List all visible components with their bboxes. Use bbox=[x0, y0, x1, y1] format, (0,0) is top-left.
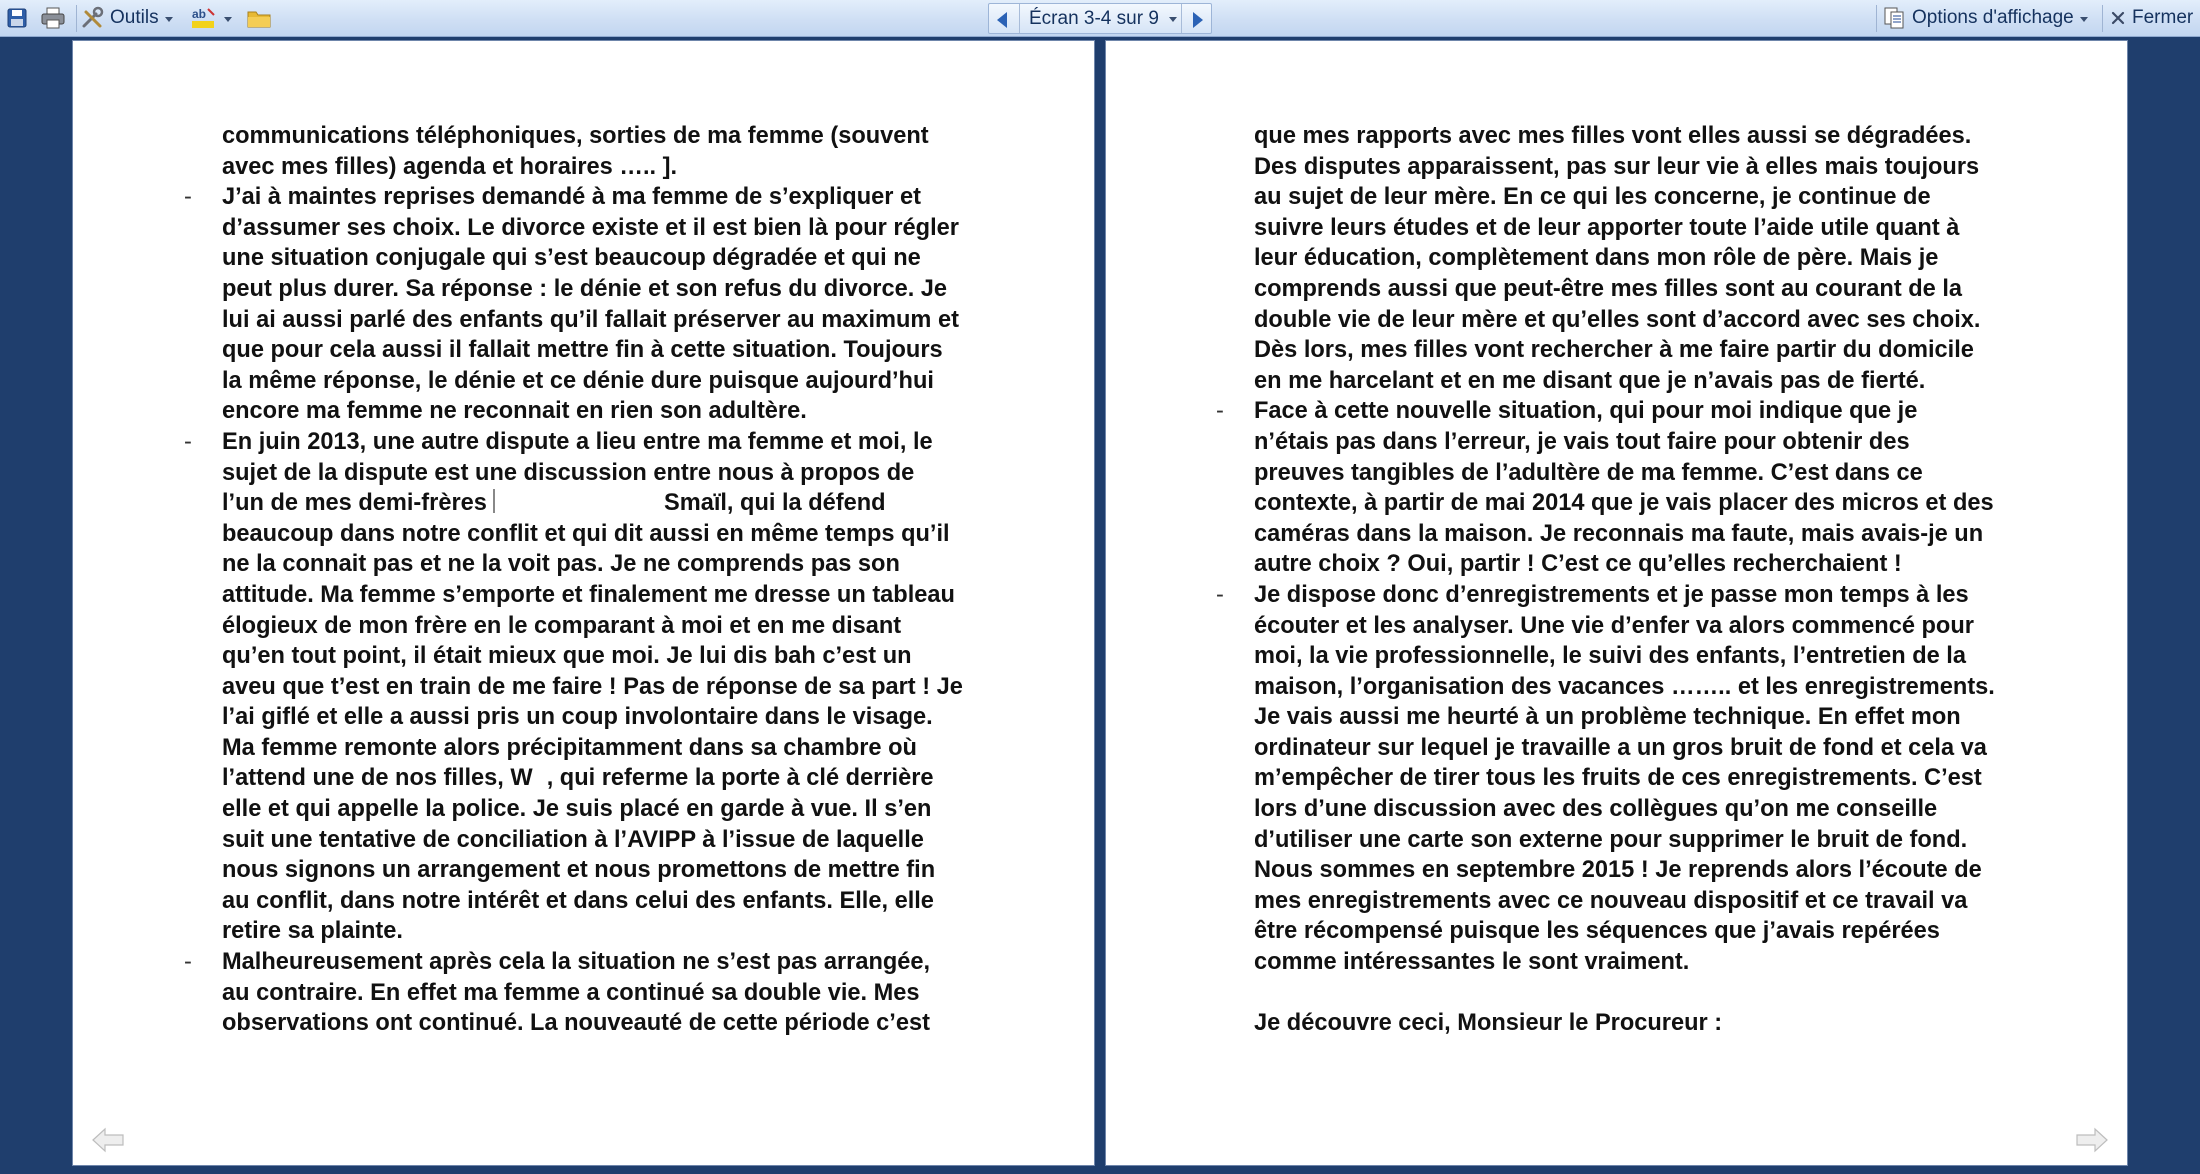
page-right-text bbox=[1254, 121, 2084, 1039]
paragraph: communications téléphoniques, sorties de ma femme (souvent avec mes filles) agenda et horaires ….. ]. bbox=[222, 123, 929, 180]
print-icon bbox=[40, 6, 66, 30]
previous-page-arrow-icon[interactable] bbox=[91, 1127, 125, 1153]
print-button[interactable] bbox=[40, 3, 72, 33]
spelling-icon bbox=[190, 5, 218, 31]
folder-button[interactable] bbox=[246, 3, 278, 33]
paragraph: Je découvre ceci, Monsieur le Procureur : bbox=[1254, 1010, 1723, 1037]
close-button[interactable] bbox=[2110, 3, 2196, 33]
bullet-paragraph bbox=[222, 427, 1052, 947]
screen-selector[interactable] bbox=[1029, 4, 1177, 33]
paragraph-text: , qui referme la porte à clé derrière elle et qui appelle la police. Je suis placé en garde à vue. Il s’en suit une tentative de conciliation à l’AVIPP à l’issue de laquelle nous signons un arrangement et nous promettons de mettre fin au conflit, dans notre intérêt et dans celui des enfants. Elle, elle retire sa plainte. bbox=[222, 765, 936, 945]
tools-icon bbox=[80, 6, 106, 30]
paragraph-text: En juin 2013, une autre dispute a lieu entre ma femme et moi, le sujet de la dispute est une discussion entre nous à propos de l’un de mes demi-frères bbox=[222, 428, 933, 517]
svg-text:ab: ab bbox=[192, 7, 207, 21]
bullet-paragraph: - Je dispose donc d’enregistrements et je passe mon temps à les écouter et les analyser. Une vie d’enfer va alors commencé pour moi, la vie professionnelle, le suivi des enfants, l’entretien de la maison, l’organisation des vacances …….. et les enregistrements. Je vais aussi me heurté à un problème technique. En effet mon ordinateur sur lequel je travaille a un gros bruit de fond et cela va m’empêcher de tirer tous les fruits de ces enregistrements. C’est lors d’une discussion avec des collègues qu’on me conseille d’utiliser une carte son externe pour supprimer le bruit de fond. Nous sommes en septembre 2015 ! Je reprends alors l’écoute de mes enregistrements avec ce nouveau dispositif et ce travail va être récompensé puisque les séquences que j’avais repérées comme intéressantes le sont vraiment. bbox=[1254, 580, 2084, 978]
view-options-label: Options d'affichage bbox=[1912, 7, 2074, 28]
tools-menu-button[interactable] bbox=[80, 3, 180, 33]
reading-toolbar bbox=[0, 0, 2200, 37]
chevron-down-icon bbox=[224, 17, 232, 22]
page-left-text bbox=[222, 121, 1052, 1039]
close-label: Fermer bbox=[2132, 7, 2194, 28]
bullet-paragraph: - Malheureusement après cela la situation ne s’est pas arrangée, au contraire. En effet ma femme a continué sa double vie. Mes observations ont continué. La nouveauté de cette période c’est bbox=[222, 947, 1052, 1039]
redaction-box bbox=[533, 764, 547, 788]
next-page-arrow-icon[interactable] bbox=[2075, 1127, 2109, 1153]
previous-screen-icon[interactable] bbox=[997, 12, 1007, 28]
chevron-down-icon bbox=[165, 17, 173, 22]
view-options-button[interactable] bbox=[1882, 3, 2100, 33]
save-icon bbox=[6, 7, 28, 29]
toolbar-separator bbox=[2102, 5, 2103, 32]
view-options-icon bbox=[1882, 6, 1908, 30]
blank-line bbox=[1254, 978, 2084, 1009]
folder-icon bbox=[246, 7, 272, 29]
tools-menu-label: Outils bbox=[110, 7, 159, 28]
page-right bbox=[1105, 40, 2128, 1166]
next-screen-icon[interactable] bbox=[1193, 12, 1203, 28]
close-icon bbox=[2110, 10, 2126, 26]
spelling-button[interactable] bbox=[190, 3, 236, 33]
bullet-paragraph: - J’ai à maintes reprises demandé à ma femme de s’expliquer et d’assumer ses choix. Le divorce existe et il est bien là pour régler une situation conjugale qui s’est beaucoup dégradée et qui ne peut plus durer. Sa réponse : le dénie et son refus du divorce. Je lui ai aussi parlé des enfants qu’il fallait préserver au maximum et que pour cela aussi il fallait mettre fin à cette situation. Toujours la même réponse, le dénie et ce dénie dure puisque aujourd’hui encore ma femme ne reconnait en rien son adultère. bbox=[222, 182, 1052, 427]
paragraph-text: Smaïl, qui la défend beaucoup dans notre conflit et qui dit aussi en même temps qu’il ne la connait pas et ne la voit pas. Je ne comprends pas son attitude. Ma femme s’emporte et finalement me dresse un tableau élogieux de mon frère en le comparant à moi et en me disant qu’en tout point, il était mieux que moi. Je lui dis bah c’est un aveu que t’est en train de me faire ! Pas de réponse de sa part ! Je l’ai giflé et elle a aussi pris un coup involontaire dans le visage. Ma femme remonte alors précipitamment dans sa chambre où l’attend une de nos filles, W bbox=[222, 490, 963, 792]
save-button[interactable] bbox=[6, 3, 36, 33]
bullet-paragraph: - Face à cette nouvelle situation, qui pour moi indique que je n’étais pas dans l’erreur, je vais tout faire pour obtenir des preuves tangibles de l’adultère de ma femme. C’est dans ce contexte, à partir de mai 2014 que je vais placer des micros et des caméras dans la maison. Je reconnais ma faute, mais avais-je un autre choix ? Oui, partir ! C’est ce qu’elles recherchaient ! bbox=[1254, 396, 2084, 580]
toolbar-separator bbox=[76, 5, 77, 32]
page-left bbox=[72, 40, 1095, 1166]
chevron-down-icon bbox=[2080, 17, 2088, 22]
redaction-box bbox=[493, 489, 657, 513]
chevron-down-icon bbox=[1169, 17, 1177, 22]
nav-divider bbox=[1019, 4, 1020, 33]
screen-navigator bbox=[988, 3, 1212, 34]
screen-indicator: Écran 3-4 sur 9 bbox=[1029, 7, 1159, 29]
toolbar-separator bbox=[1876, 5, 1877, 32]
paragraph: que mes rapports avec mes filles vont elles aussi se dégradées. Des disputes apparaissent, pas sur leur vie à elles mais toujours au sujet de leur mère. En ce qui les concerne, je continue de suivre leurs études et de leur apporter toute l’aide utile quant à leur éducation, complètement dans mon rôle de père. Mais je comprends aussi que peut-être mes filles sont au courant de la double vie de leur mère et qu’elles sont d’accord avec ses choix. Dès lors, mes filles vont rechercher à me faire partir du domicile en me harcelant et en me disant que je n’avais pas de fierté. bbox=[1254, 123, 1981, 394]
nav-divider bbox=[1181, 4, 1182, 33]
